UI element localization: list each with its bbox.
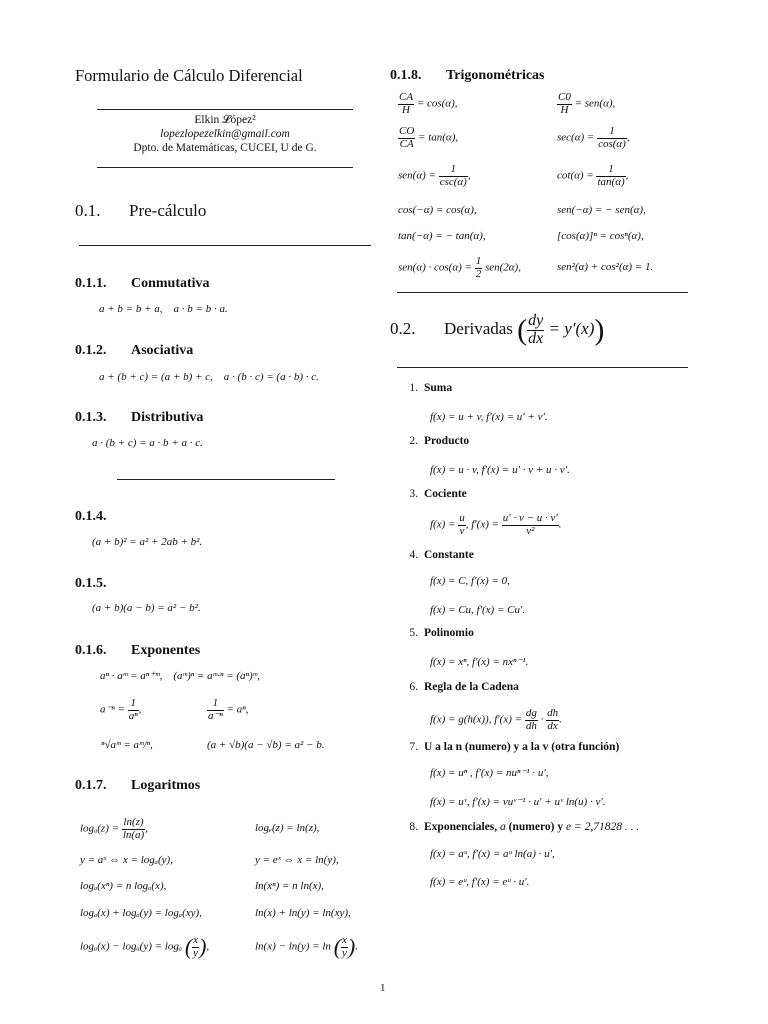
formula: cos(−α) = cos(α), bbox=[398, 204, 477, 216]
formula: ln(xⁿ) = n ln(x), bbox=[255, 880, 324, 892]
section-number: 0.1. bbox=[75, 201, 101, 220]
formula: (a + b)(a − b) = a² − b². bbox=[92, 602, 201, 614]
formula: cot(α) = $\frac{1}{\tan(\alpha)}$ , bbox=[557, 163, 629, 188]
formula: (a + b)² = a² + 2ab + b². bbox=[92, 536, 203, 548]
subsection-title: Conmutativa bbox=[131, 276, 210, 291]
formula: logₐ(xⁿ) = n logₐ(x), bbox=[80, 880, 167, 892]
formula: logₐ(x) − logₐ(y) = logₐ ( $\frac{x}{y}$ ), bbox=[80, 934, 210, 960]
formula: $\frac{CA}{H}$ = cos(α), bbox=[399, 91, 458, 116]
formula: ln(x) − ln(y) = ln ( $\frac{x}{y}$ ). bbox=[255, 934, 358, 960]
subsection-heading bbox=[390, 68, 545, 84]
formula: f(x) = uⁿ , f′(x) = nuⁿ⁻¹ · u′, bbox=[430, 767, 549, 779]
formula: a + (b + c) = (a + b) + c, a · (b · c) = (a · b) · c. bbox=[99, 371, 319, 383]
subsection-heading bbox=[75, 778, 200, 794]
rule bbox=[117, 479, 335, 480]
subsection-number: 0.1.4. bbox=[75, 509, 107, 524]
list-item: 7. U a la n (numero) y a la v (otra función) bbox=[409, 741, 620, 753]
formula: f(x) = aᵘ, f′(x) = aᵘ ln(a) · u′, bbox=[430, 848, 555, 860]
formula: f(x) = u · v, f′(x) = u′ · v + u · v′. bbox=[430, 464, 570, 476]
formula: f(x) = uᵛ, f′(x) = vuᵛ⁻¹ · u′ + uᵛ ln(u) · v′. bbox=[430, 796, 606, 808]
subsection-heading bbox=[75, 643, 200, 659]
rule bbox=[397, 292, 688, 293]
page-number: 1 bbox=[380, 982, 386, 994]
subsection-title: Logaritmos bbox=[131, 778, 201, 793]
formula: a⁻ⁿ = $\frac{1}{\text{aⁿ}}$ , bbox=[100, 697, 142, 722]
formula: $\frac{C0}{H}$ = sen(α), bbox=[558, 91, 616, 116]
section-heading bbox=[75, 201, 206, 221]
page-title: Formulario de Cálculo Diferencial bbox=[75, 66, 303, 85]
formula: logₐ(x) + logₐ(y) = logₐ(xy), bbox=[80, 907, 202, 919]
formula: f(x) = Cu, f′(x) = Cu′. bbox=[430, 604, 526, 616]
subsection-number: 0.1.6. bbox=[75, 643, 107, 658]
formula: f(x) = $\frac{u}{v}$ , f′(x) = $\frac{u' \cdot v - u \cdot v'}{\text{v²}}$ . bbox=[430, 512, 562, 537]
formula: y = eˣ ⇔ x = ln(y), bbox=[255, 854, 339, 866]
list-item: 1. Suma bbox=[409, 382, 453, 394]
formula: (a + √b)(a − √b) = a² − b. bbox=[207, 739, 325, 751]
formula: a + b = b + a, a · b = b · a. bbox=[99, 303, 228, 315]
formula: sen(α) · cos(α) = $\frac{1}{2}$ sen(2α), bbox=[398, 255, 521, 280]
formula: ln(x) + ln(y) = ln(xy), bbox=[255, 907, 351, 919]
author-affiliation: Dpto. de Matemáticas, CUCEI, U de G. bbox=[133, 142, 317, 154]
subsection-heading bbox=[75, 576, 131, 592]
formula: [cos(α)]ⁿ = cosⁿ(α), bbox=[557, 230, 644, 242]
formula: y = aˣ ⇔ x = logₐ(y), bbox=[80, 854, 173, 866]
formula: sen(−α) = − sen(α), bbox=[557, 204, 646, 216]
list-item: 2. Producto bbox=[409, 435, 470, 447]
list-item: 5. Polinomio bbox=[409, 627, 474, 639]
author-email: lopezlopezelkin@gmail.com bbox=[160, 128, 290, 140]
subsection-number: 0.1.5. bbox=[75, 576, 107, 591]
list-item: 4. Constante bbox=[409, 549, 474, 561]
formula: f(x) = xⁿ, f′(x) = nxⁿ⁻¹. bbox=[430, 656, 529, 668]
list-item: 3. Cociente bbox=[409, 488, 467, 500]
formula: logₑ(z) = ln(z), bbox=[255, 822, 320, 834]
author-name: Elkin 𝓛ópez² bbox=[194, 114, 256, 126]
formula: f(x) = u + v, f′(x) = u′ + v′. bbox=[430, 411, 548, 423]
subsection-number: 0.1.1. bbox=[75, 276, 107, 291]
section-number: 0.2. bbox=[390, 319, 416, 339]
section-heading: 0.2. Derivadas ( $\frac{dy}{dx}$ = y′(x)) bbox=[390, 312, 605, 347]
subsection-title: Exponentes bbox=[131, 643, 201, 658]
formula: tan(−α) = − tan(α), bbox=[398, 230, 486, 242]
subsection-number: 0.1.8. bbox=[390, 68, 422, 83]
rule bbox=[397, 367, 688, 368]
section-title: Pre-cálculo bbox=[129, 201, 207, 220]
subsection-title: Distributiva bbox=[131, 410, 204, 425]
formula: sen(α) = $\frac{1}{\csc(\alpha)}$ , bbox=[398, 163, 471, 188]
subsection-title: Trigonométricas bbox=[446, 68, 545, 83]
subsection-heading bbox=[75, 410, 203, 426]
formula: logₐ(z) = $\frac{\ln(z)}{\ln(a)}$ , bbox=[80, 816, 148, 841]
formula: sen²(α) + cos²(α) = 1. bbox=[557, 261, 654, 273]
rule bbox=[79, 245, 371, 246]
subsection-number: 0.1.3. bbox=[75, 410, 107, 425]
formula: aⁿ · aᵐ = aⁿ⁺ᵐ, (aᵐ)ⁿ = aᵐ·ⁿ = (aⁿ)ᵐ, bbox=[100, 670, 260, 682]
section-title: Derivadas bbox=[444, 319, 513, 339]
rule bbox=[97, 167, 353, 168]
formula: f(x) = C, f′(x) = 0, bbox=[430, 575, 510, 587]
subsection-heading bbox=[75, 343, 193, 359]
subsection-number: 0.1.7. bbox=[75, 778, 107, 793]
formula: a · (b + c) = a · b + a · c. bbox=[92, 437, 203, 449]
formula: $\frac{CO}{CA}$ = tan(α), bbox=[399, 125, 459, 150]
formula: ⁿ√aᵐ = aᵐ/ⁿ, bbox=[101, 739, 153, 751]
rule bbox=[97, 109, 353, 110]
formula: f(x) = eᵘ, f′(x) = eᵘ · u′. bbox=[430, 876, 530, 888]
subsection-number: 0.1.2. bbox=[75, 343, 107, 358]
formula: sec(α) = $\frac{1}{\cos(\alpha)}$ , bbox=[557, 125, 630, 150]
formula: f(x) = g(h(x)), f′(x) = $\frac{dg}{dh}$ · $\frac{dh}{dx}$ . bbox=[430, 707, 562, 732]
formula: $\frac{1}{\text{a⁻ⁿ}}$ = aⁿ, bbox=[208, 697, 249, 722]
list-item: 6. Regla de la Cadena bbox=[409, 681, 519, 693]
subsection-title: Asociativa bbox=[131, 343, 194, 358]
subsection-heading bbox=[75, 276, 210, 292]
list-item: 8. Exponenciales, a (numero) y e = 2,71828 . . . bbox=[409, 821, 640, 833]
subsection-heading bbox=[75, 509, 131, 525]
